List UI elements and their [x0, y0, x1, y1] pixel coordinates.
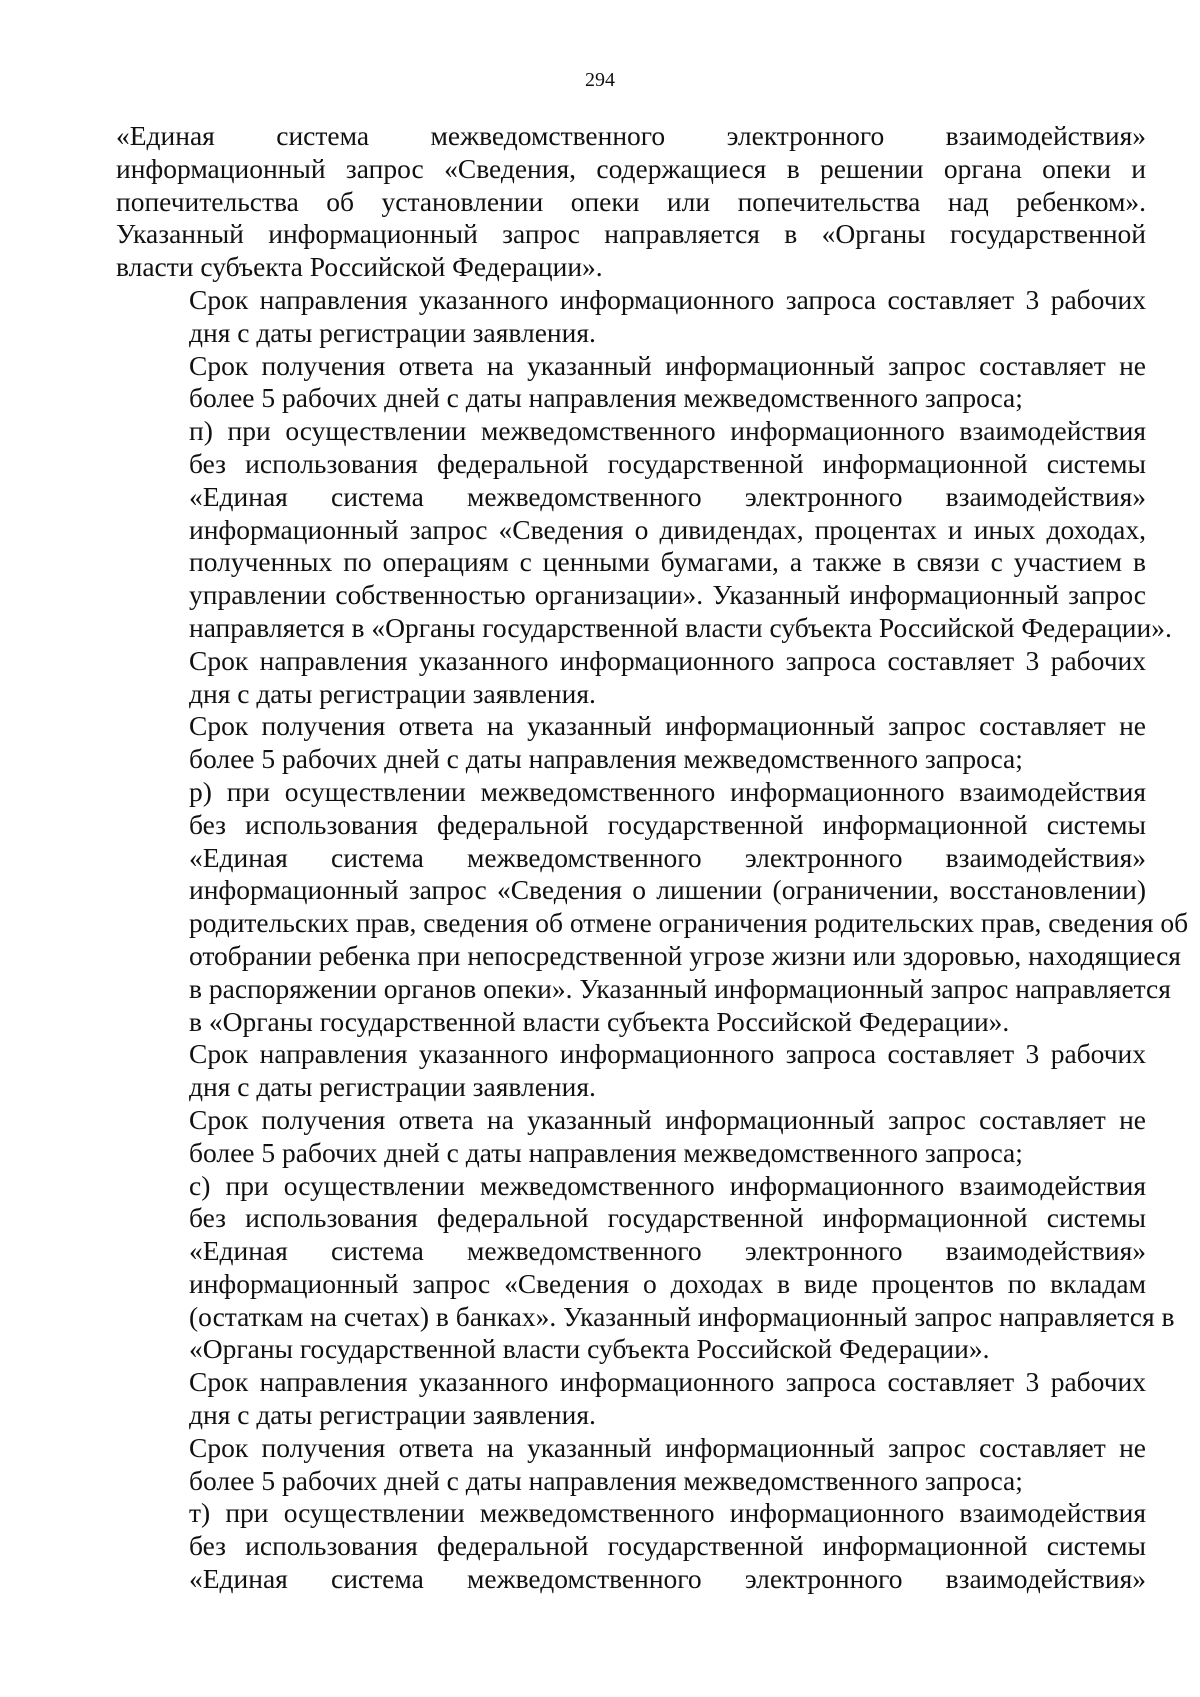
text-line: отобрании ребенка при непосредственной угрозе жизни или здоровью, находящиеся [189, 939, 1181, 971]
text-line: Указанный информационный запрос направляется в «Органы государственной [116, 218, 1146, 250]
text-line: без использования федеральной государственной информационной системы [189, 1202, 1146, 1234]
text-line: Срок получения ответа на указанный информационный запрос составляет не [189, 349, 1146, 381]
text-line: т) при осуществлении межведомственного информационного взаимодействия [189, 1497, 1146, 1529]
text-line: информационный запрос «Сведения о дивидендах, процентах и иных доходах, [189, 513, 1146, 545]
text-line: Срок направления указанного информационного запроса составляет 3 рабочих [189, 283, 1146, 315]
text-line: направляется в «Органы государственной власти субъекта Российской Федерации». [189, 611, 1172, 643]
text-line: Срок получения ответа на указанный информационный запрос составляет не [189, 710, 1146, 742]
text-line: Срок направления указанного информационного запроса составляет 3 рабочих [189, 1366, 1146, 1398]
paragraph [116, 1366, 1146, 1432]
text-line: власти субъекта Российской Федерации». [116, 251, 603, 283]
text-line: более 5 рабочих дней с даты направления межведомственного запроса; [189, 382, 1023, 414]
text-line: Срок получения ответа на указанный информационный запрос составляет не [189, 1431, 1146, 1463]
text-line: дня с даты регистрации заявления. [189, 1399, 596, 1431]
text-line: «Единая система межведомственного электронного взаимодействия» [189, 1235, 1146, 1267]
paragraph [116, 284, 1146, 350]
text-line: п) при осуществлении межведомственного информационного взаимодействия [189, 415, 1146, 447]
text-line: «Единая система межведомственного электронного взаимодействия» [189, 480, 1146, 512]
text-line: (остаткам на счетах) в банках». Указанный информационный запрос направляется в [189, 1300, 1175, 1332]
page-number: 294 [585, 69, 615, 91]
paragraph [116, 710, 1146, 776]
text-line: информационный запрос «Сведения о лишении (ограничении, восстановлении) [189, 874, 1146, 906]
text-line: более 5 рабочих дней с даты направления межведомственного запроса; [189, 743, 1023, 775]
text-line: дня с даты регистрации заявления. [189, 1071, 596, 1103]
text-line: дня с даты регистрации заявления. [189, 316, 596, 348]
paragraph [116, 645, 1146, 711]
text-line: «Единая система межведомственного электронного взаимодействия» [189, 1563, 1146, 1595]
text-line: в «Органы государственной власти субъекта Российской Федерации». [189, 1005, 1010, 1037]
text-line: «Органы государственной власти субъекта Российской Федерации». [189, 1333, 990, 1365]
text-line: без использования федеральной государственной информационной системы [189, 808, 1146, 840]
text-line: без использования федеральной государственной информационной системы [189, 1530, 1146, 1562]
text-line: Срок направления указанного информационного запроса составляет 3 рабочих [189, 644, 1146, 676]
text-line: информационный запрос «Сведения о доходах в виде процентов по вкладам [189, 1267, 1146, 1299]
text-line: информационный запрос «Сведения, содержащиеся в решении органа опеки и [116, 152, 1146, 184]
paragraph [116, 1497, 1146, 1595]
text-line: Срок направления указанного информационного запроса составляет 3 рабочих [189, 1038, 1146, 1070]
text-line: без использования федеральной государственной информационной системы [189, 447, 1146, 479]
paragraph [116, 775, 1189, 1038]
text-line: в распоряжении органов опеки». Указанный информационный запрос направляется [189, 972, 1171, 1004]
paragraph [116, 1432, 1146, 1498]
text-line: Срок получения ответа на указанный информационный запрос составляет не [189, 1103, 1146, 1135]
text-line: полученных по операциям с ценными бумагами, а также в связи с участием в [189, 546, 1146, 578]
text-line: более 5 рабочих дней с даты направления межведомственного запроса; [189, 1464, 1023, 1496]
text-line: родительских прав, сведения об отмене ограничения родительских прав, сведения об [189, 907, 1189, 939]
paragraph [116, 1038, 1146, 1104]
text-line: дня с даты регистрации заявления. [189, 677, 596, 709]
text-line: «Единая система межведомственного электронного взаимодействия» [189, 841, 1146, 873]
text-line: попечительства об установлении опеки или попечительства над ребенком». [116, 185, 1146, 217]
document-body [116, 120, 1189, 1596]
paragraph [116, 1104, 1146, 1170]
text-line: управлении собственностью организации». Указанный информационный запрос [189, 579, 1146, 611]
text-line: р) при осуществлении межведомственного информационного взаимодействия [189, 775, 1146, 807]
paragraph [116, 1169, 1175, 1367]
paragraph [116, 415, 1172, 645]
text-line: более 5 рабочих дней с даты направления межведомственного запроса; [189, 1136, 1023, 1168]
paragraph [116, 350, 1146, 416]
text-line: с) при осуществлении межведомственного информационного взаимодействия [189, 1169, 1146, 1201]
paragraph [116, 120, 1146, 284]
text-line: «Единая система межведомственного электронного взаимодействия» [116, 120, 1146, 151]
